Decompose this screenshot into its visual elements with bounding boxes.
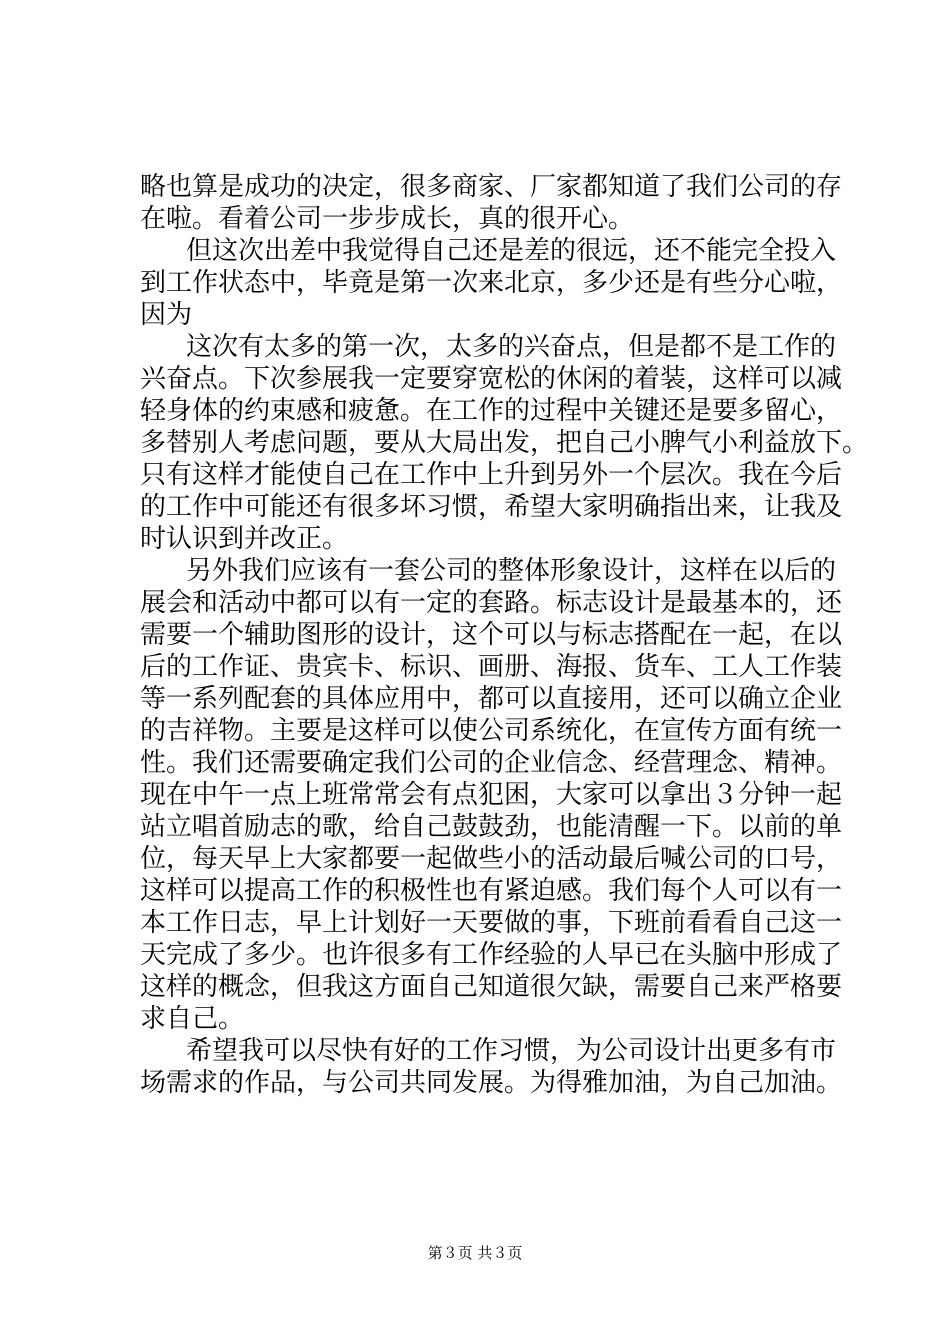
document-body <box>140 171 869 1099</box>
text-line: 位，每天早上大家都要一起做些小的活动最后喊公司的口号， <box>140 844 843 874</box>
text-line: 这样可以提高工作的积极性也有紧迫感。我们每个人可以有一 <box>140 876 843 906</box>
text-line: 轻身体的约束感和疲惫。在工作的过程中关键还是要多留心， <box>140 396 843 426</box>
text-line: 的吉祥物。主要是这样可以使公司系统化，在宣传方面有统一 <box>140 716 843 746</box>
text-line: 多替别人考虑问题，要从大局出发，把自己小脾气小利益放下。 <box>140 428 869 458</box>
text-line: 天完成了多少。也许很多有工作经验的人早已在头脑中形成了 <box>140 940 843 970</box>
text-line: 这样的概念，但我这方面自己知道很欠缺，需要自己来严格要 <box>140 972 843 1002</box>
paragraph-start-line: 另外我们应该有一套公司的整体形象设计，这样在以后的 <box>186 556 837 586</box>
paragraph-start-line: 但这次出差中我觉得自己还是差的很远，还不能完全投入 <box>186 236 837 266</box>
text-line: 站立唱首励志的歌，给自己鼓鼓劲，也能清醒一下。以前的单 <box>140 812 843 842</box>
text-line: 等一系列配套的具体应用中，都可以直接用，还可以确立企业 <box>140 684 843 714</box>
text-line: 场需求的作品，与公司共同发展。为得雅加油，为自己加油。 <box>140 1068 843 1098</box>
text-line: 后的工作证、贵宾卡、标识、画册、海报、货车、工人工作装 <box>140 652 843 682</box>
text-line: 的工作中可能还有很多坏习惯，希望大家明确指出来，让我及 <box>140 492 843 522</box>
text-line: 展会和活动中都可以有一定的套路。标志设计是最基本的，还 <box>140 588 843 618</box>
text-line: 时认识到并改正。 <box>140 524 349 554</box>
text-line: 只有这样才能使自己在工作中上升到另外一个层次。我在今后 <box>140 460 843 490</box>
text-line: 现在中午一点上班常常会有点犯困，大家可以拿出３分钟一起 <box>140 780 843 810</box>
paragraph-start-line: 这次有太多的第一次，太多的兴奋点，但是都不是工作的 <box>186 332 837 362</box>
text-line: 性。我们还需要确定我们公司的企业信念、经营理念、精神。 <box>140 748 843 778</box>
text-line: 在啦。看着公司一步步成长，真的很开心。 <box>140 204 635 234</box>
paragraph-start-line: 希望我可以尽快有好的工作习惯，为公司设计出更多有市 <box>186 1036 837 1066</box>
text-line: 本工作日志，早上计划好一天要做的事，下班前看看自己这一 <box>140 908 843 938</box>
page-footer: 第３页 共３页 <box>427 1244 523 1262</box>
text-line: 需要一个辅助图形的设计，这个可以与标志搭配在一起，在以 <box>140 620 843 650</box>
text-line: 求自己。 <box>140 1004 245 1034</box>
text-line: 略也算是成功的决定，很多商家、厂家都知道了我们公司的存 <box>140 172 843 202</box>
text-line: 因为 <box>140 300 193 330</box>
text-line: 兴奋点。下次参展我一定要穿宽松的休闲的着装，这样可以减 <box>140 364 843 394</box>
text-line: 到工作状态中，毕竟是第一次来北京，多少还是有些分心啦， <box>140 268 843 298</box>
